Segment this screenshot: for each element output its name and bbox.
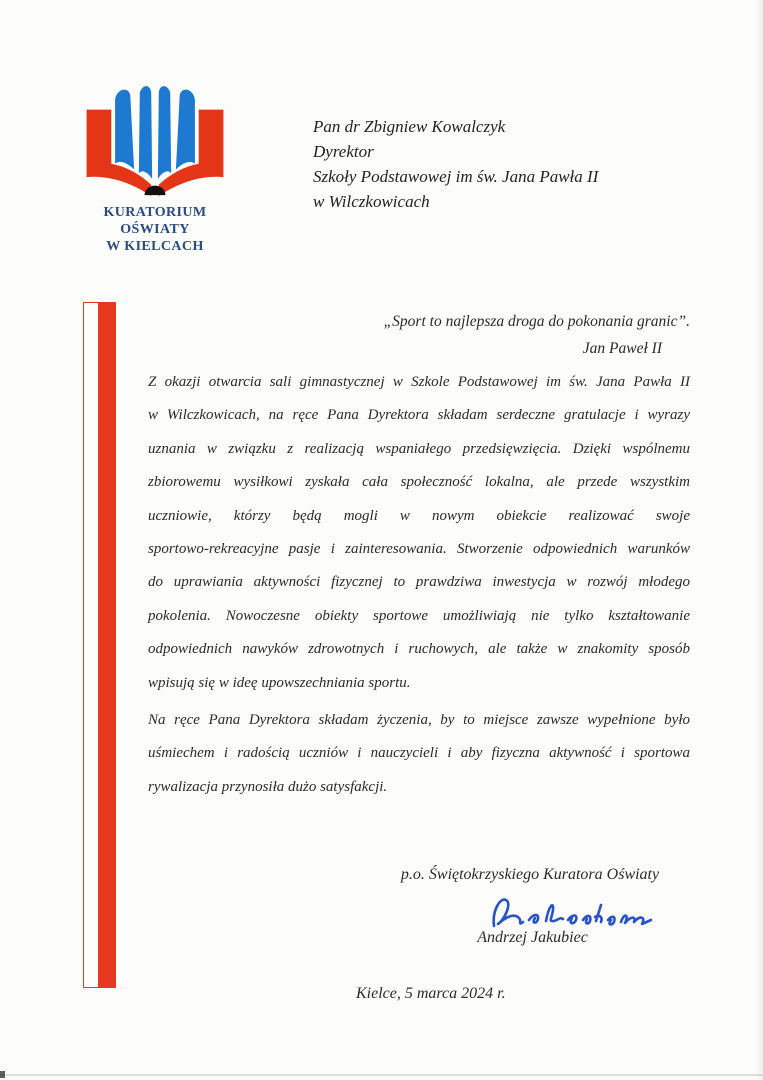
body-paragraph-1 xyxy=(148,366,690,700)
quote-attribution: Jan Paweł II xyxy=(582,340,662,357)
body-line: odpowiednich nawyków zdrowotnych i ruchowych, ale także w znakomity sposób xyxy=(148,641,690,658)
kuratorium-logo xyxy=(70,84,240,255)
org-name-line2: W KIELCACH xyxy=(106,239,204,254)
signatory-title: p.o. Świętokrzyskiego Kuratora Oświaty xyxy=(400,866,660,883)
open-book-icon xyxy=(70,84,240,198)
body-line: uczniowie, którzy będą mogli w nowym obiekcie realizować swoje xyxy=(148,507,690,524)
recipient-block xyxy=(313,114,598,214)
quote-text: „Sport to najlepsza droga do pokonania granic”. xyxy=(383,313,690,330)
body-line: uśmiechem i radością uczniów i nauczycieli i aby fizyczna aktywność i sportowa xyxy=(148,745,690,762)
body-line: Na ręce Pana Dyrektora składam życzenia, by to miejsce zawsze wypełnione było xyxy=(148,712,690,728)
scan-bottom-line xyxy=(0,1074,763,1076)
body-line: Z okazji otwarcia sali gimnastycznej w Szkole Podstawowej im św. Jana Pawła II xyxy=(148,374,690,390)
body-line: pokolenia. Nowoczesne obiekty sportowe umożliwiają nie tylko kształtowanie xyxy=(148,607,690,624)
scan-speck xyxy=(0,1071,5,1078)
org-name-line1: KURATORIUM OŚWIATY xyxy=(103,205,207,237)
flag-stripe-red xyxy=(98,303,115,987)
recipient-town: w Wilczkowicach xyxy=(313,192,430,211)
place-and-date: Kielce, 5 marca 2024 r. xyxy=(356,985,506,1002)
body-line: wpisują się w ideę upowszechniania sportu. xyxy=(148,674,411,691)
flag-stripe-white xyxy=(84,303,98,987)
body-line: w Wilczkowicach, na ręce Pana Dyrektora składam serdeczne gratulacje i wyrazy xyxy=(148,407,690,424)
recipient-name: Pan dr Zbigniew Kowalczyk xyxy=(313,117,506,136)
body-line: zbiorowemu wysiłkowi zyskała cała społeczność lokalna, ale przede wszystkim xyxy=(148,474,690,491)
recipient-role: Dyrektor xyxy=(313,142,374,161)
body-line: rywalizacja przynosiła dużo satysfakcji. xyxy=(148,778,388,795)
scan-edge-shadow xyxy=(756,0,763,1080)
recipient-school: Szkoły Podstawowej im św. Jana Pawła II xyxy=(313,167,599,186)
quote-block xyxy=(148,308,690,362)
flag-stripe xyxy=(83,302,116,988)
body-paragraph-2 xyxy=(148,704,690,804)
body-line: uznania w związku z realizacją wspaniałego przedsięwzięcia. Dzięki wspólnemu xyxy=(148,440,690,457)
body-line: sportowo-rekreacyjne pasje i zainteresowania. Stworzenie odpowiednich warunków xyxy=(148,541,690,558)
body-line: do uprawiania aktywności fizycznej to prawdziwa inwestycja w rozwój młodego xyxy=(148,574,690,591)
signatory-name: Andrzej Jakubiec xyxy=(477,929,588,946)
